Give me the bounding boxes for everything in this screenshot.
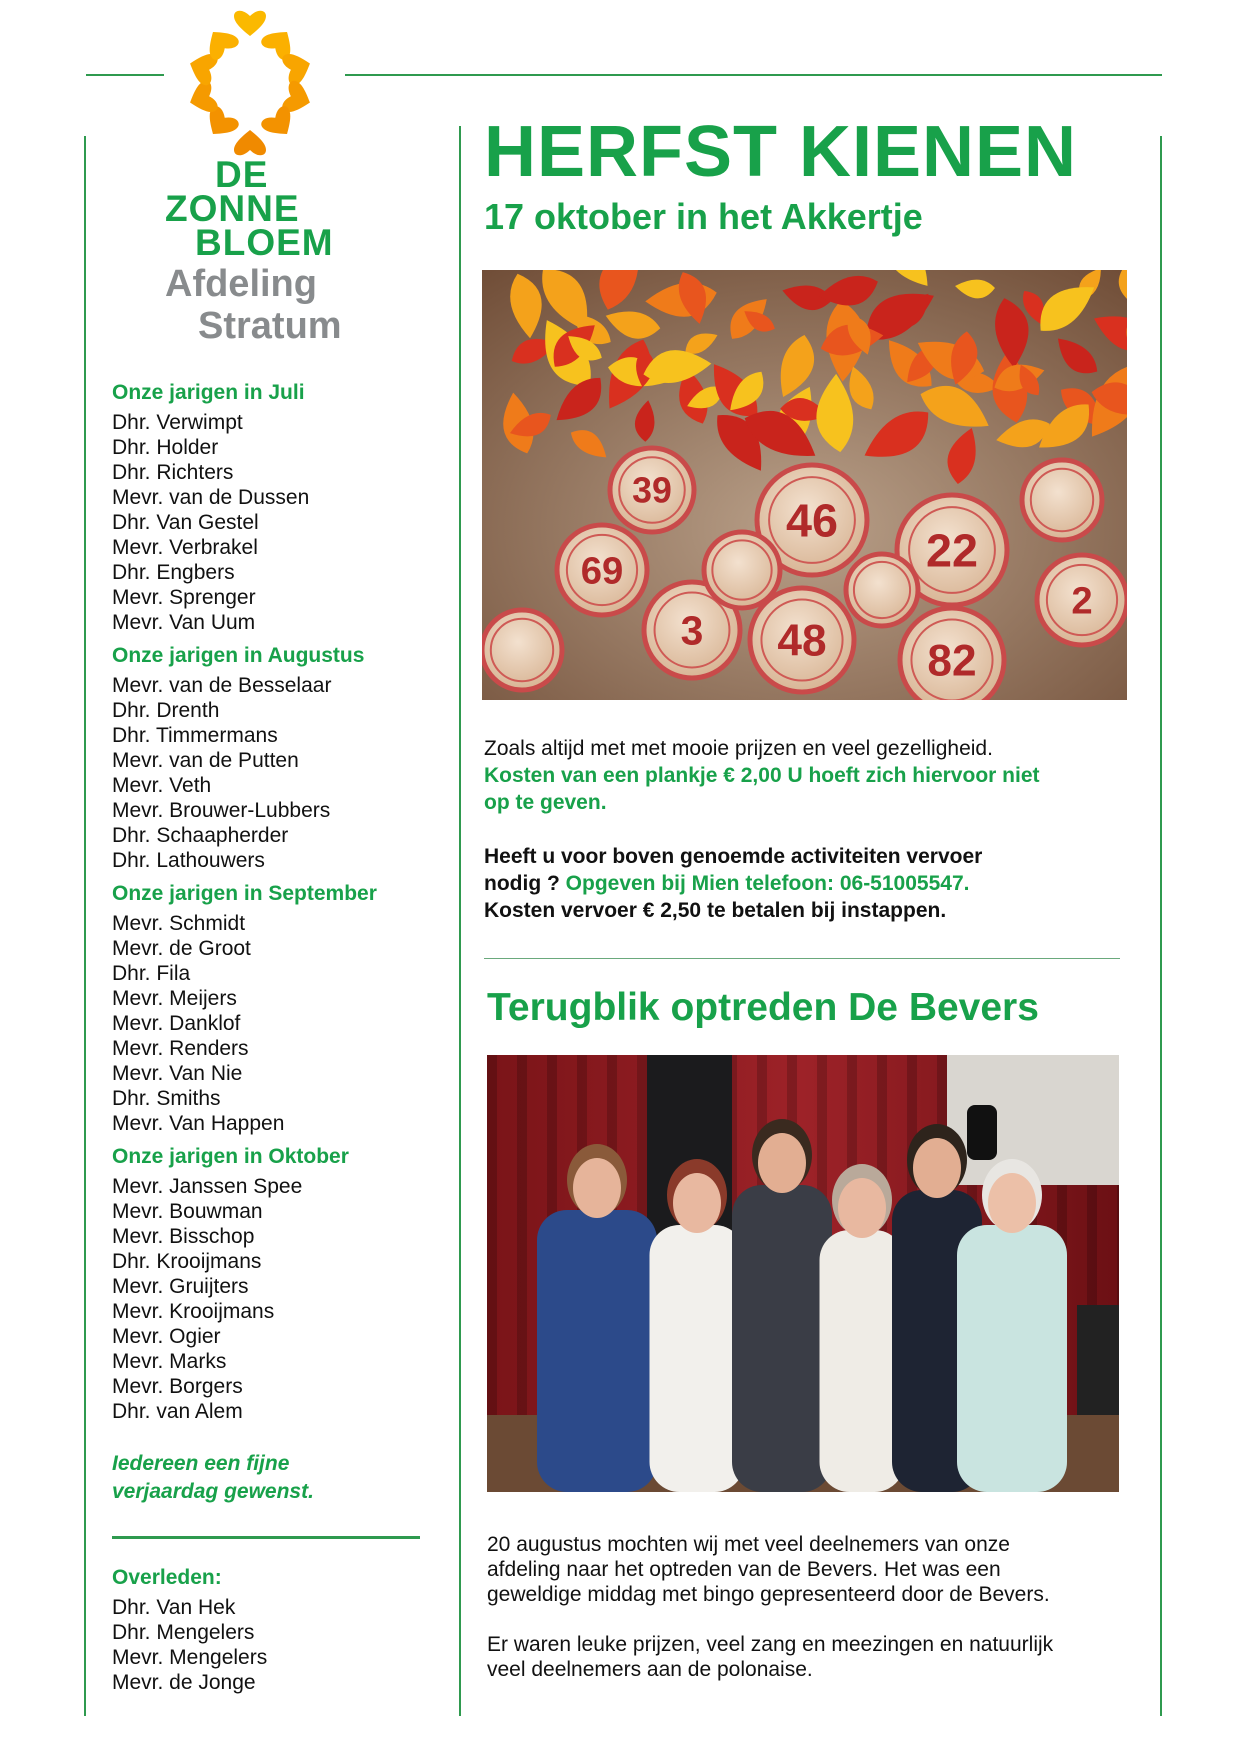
list-item: Mevr. Van Happen [112, 1112, 285, 1135]
column-divider [459, 126, 461, 1716]
event-cost-line: op te geven. [484, 791, 607, 814]
bingo-number: 22 [925, 524, 979, 577]
birthday-wish [112, 1450, 432, 1506]
birthday-group-july [112, 380, 432, 635]
list-item: Mevr. Verbrakel [112, 536, 258, 559]
review-title: Terugblik optreden De Bevers [487, 986, 1039, 1029]
review-line: veel deelnemers aan de polonaise. [487, 1658, 813, 1681]
bingo-chip [610, 448, 694, 532]
event-title: HERFST KIENEN [484, 112, 1078, 192]
review-line: geweldige middag met bingo gepresenteerd door de Bevers. [487, 1583, 1050, 1606]
top-rule-right [345, 74, 1162, 76]
bingo-chip [704, 532, 780, 608]
bingo-chip [557, 525, 647, 615]
bingo-chip [1022, 460, 1102, 540]
birthday-group-october [112, 1144, 432, 1424]
event-cost-line: Kosten van een plankje € 2,00 U hoeft zich hiervoor niet [484, 764, 1040, 787]
list-item: Mevr. Van Nie [112, 1062, 243, 1085]
bingo-number: 39 [632, 470, 672, 511]
list-item: Mevr. Gruijters [112, 1275, 249, 1298]
bingo-number: 2 [1071, 579, 1093, 623]
logo-text-zonne: ZONNE [165, 188, 300, 229]
list-item: Mevr. Brouwer-Lubbers [112, 799, 331, 822]
list-item: Mevr. Bouwman [112, 1200, 263, 1223]
list-item: Dhr. Fila [112, 962, 191, 985]
left-border [84, 136, 86, 1716]
transport-line: Heeft u voor boven genoemde activiteiten vervoer [484, 845, 983, 868]
transport-line [484, 870, 1124, 897]
list-item: Dhr. Engbers [112, 561, 235, 584]
list-item: Mevr. Sprenger [112, 586, 256, 609]
event-intro: Zoals altijd met met mooie prijzen en veel gezelligheid. [484, 737, 993, 760]
list-item: Mevr. Krooijmans [112, 1300, 275, 1323]
list-item: Dhr. Timmermans [112, 724, 278, 747]
list-item: Mevr. van de Putten [112, 749, 299, 772]
bingo-number: 48 [777, 616, 827, 666]
review-line: afdeling naar het optreden van de Bevers. Het was een [487, 1558, 1001, 1581]
group-title: Onze jarigen in Juli [112, 381, 305, 404]
list-item: Mevr. Janssen Spee [112, 1175, 303, 1198]
transport-question: nodig ? [484, 872, 566, 895]
list-item: Dhr. Mengelers [112, 1621, 255, 1644]
group-title: Onze jarigen in September [112, 882, 377, 905]
list-item: Mevr. Borgers [112, 1375, 243, 1398]
group-photo [487, 1055, 1119, 1492]
list-item: Mevr. Meijers [112, 987, 237, 1010]
bingo-autumn-photo [482, 270, 1127, 700]
list-item: Dhr. Van Hek [112, 1596, 236, 1619]
top-rule-left [86, 74, 164, 76]
list-item: Mevr. Marks [112, 1350, 227, 1373]
list-item: Mevr. Schmidt [112, 912, 246, 935]
right-border [1160, 136, 1162, 1716]
zonnebloem-logo [165, 8, 355, 347]
review-line: 20 augustus mochten wij met veel deelnemers van onze [487, 1533, 1010, 1556]
deceased-group [112, 1565, 432, 1695]
list-item: Dhr. Krooijmans [112, 1250, 262, 1273]
review-paragraph-1 [487, 1532, 1127, 1607]
list-item: Mevr. de Jonge [112, 1671, 256, 1694]
list-item: Mevr. Danklof [112, 1012, 241, 1035]
list-item: Dhr. Drenth [112, 699, 220, 722]
event-subtitle: 17 oktober in het Akkertje [484, 196, 923, 237]
logo-text-bloem: BLOEM [195, 222, 334, 263]
bingo-number: 82 [927, 636, 977, 686]
list-item: Dhr. Lathouwers [112, 849, 265, 872]
list-item: Dhr. Holder [112, 436, 219, 459]
list-item: Mevr. Mengelers [112, 1646, 268, 1669]
list-item: Dhr. Smiths [112, 1087, 221, 1110]
list-item: Dhr. Schaapherder [112, 824, 289, 847]
logo-afdeling: Afdeling [165, 263, 317, 305]
group-title: Onze jarigen in Augustus [112, 644, 365, 667]
bingo-number: 46 [785, 494, 839, 547]
bingo-chip [900, 608, 1004, 700]
event-cost [484, 762, 1124, 816]
list-item: Mevr. de Groot [112, 937, 251, 960]
list-item: Mevr. van de Besselaar [112, 674, 332, 697]
list-item: Mevr. Van Uum [112, 611, 256, 634]
bingo-image [482, 270, 1127, 700]
event-details [484, 735, 1124, 816]
wish-line: Iedereen een fijne [112, 1452, 290, 1475]
list-item: Mevr. Ogier [112, 1325, 221, 1348]
bingo-number: 69 [580, 549, 624, 593]
transport-info [484, 843, 1124, 924]
list-item: Mevr. van de Dussen [112, 486, 310, 509]
transport-cost: Kosten vervoer € 2,50 te betalen bij instappen. [484, 899, 947, 922]
bingo-number: 3 [680, 607, 704, 654]
wish-line: verjaardag gewenst. [112, 1480, 314, 1503]
list-item: Dhr. van Alem [112, 1400, 243, 1423]
left-divider [112, 1536, 420, 1539]
list-item: Dhr. Verwimpt [112, 411, 243, 434]
birthday-group-september [112, 881, 432, 1136]
birthday-group-august [112, 643, 432, 873]
heart-sun-icon [175, 8, 325, 158]
list-item: Mevr. Bisschop [112, 1225, 255, 1248]
bingo-chip [1037, 555, 1127, 645]
group-title: Onze jarigen in Oktober [112, 1145, 349, 1168]
list-item: Dhr. Van Gestel [112, 511, 259, 534]
birthday-column [112, 380, 432, 1703]
review-paragraph-2 [487, 1632, 1127, 1682]
bevers-photo [487, 1055, 1119, 1492]
logo-stratum: Stratum [198, 305, 342, 347]
logo-text-de: DE [215, 154, 269, 195]
section-divider [484, 958, 1120, 959]
bingo-chip [846, 554, 918, 626]
review-line: Er waren leuke prijzen, veel zang en meezingen en natuurlijk [487, 1633, 1054, 1656]
transport-contact: Opgeven bij Mien telefoon: 06-51005547. [565, 872, 970, 895]
bingo-chip [750, 588, 854, 692]
list-item: Mevr. Veth [112, 774, 212, 797]
list-item: Mevr. Renders [112, 1037, 249, 1060]
list-item: Dhr. Richters [112, 461, 234, 484]
bingo-chip [482, 610, 562, 690]
group-title: Overleden: [112, 1566, 222, 1589]
